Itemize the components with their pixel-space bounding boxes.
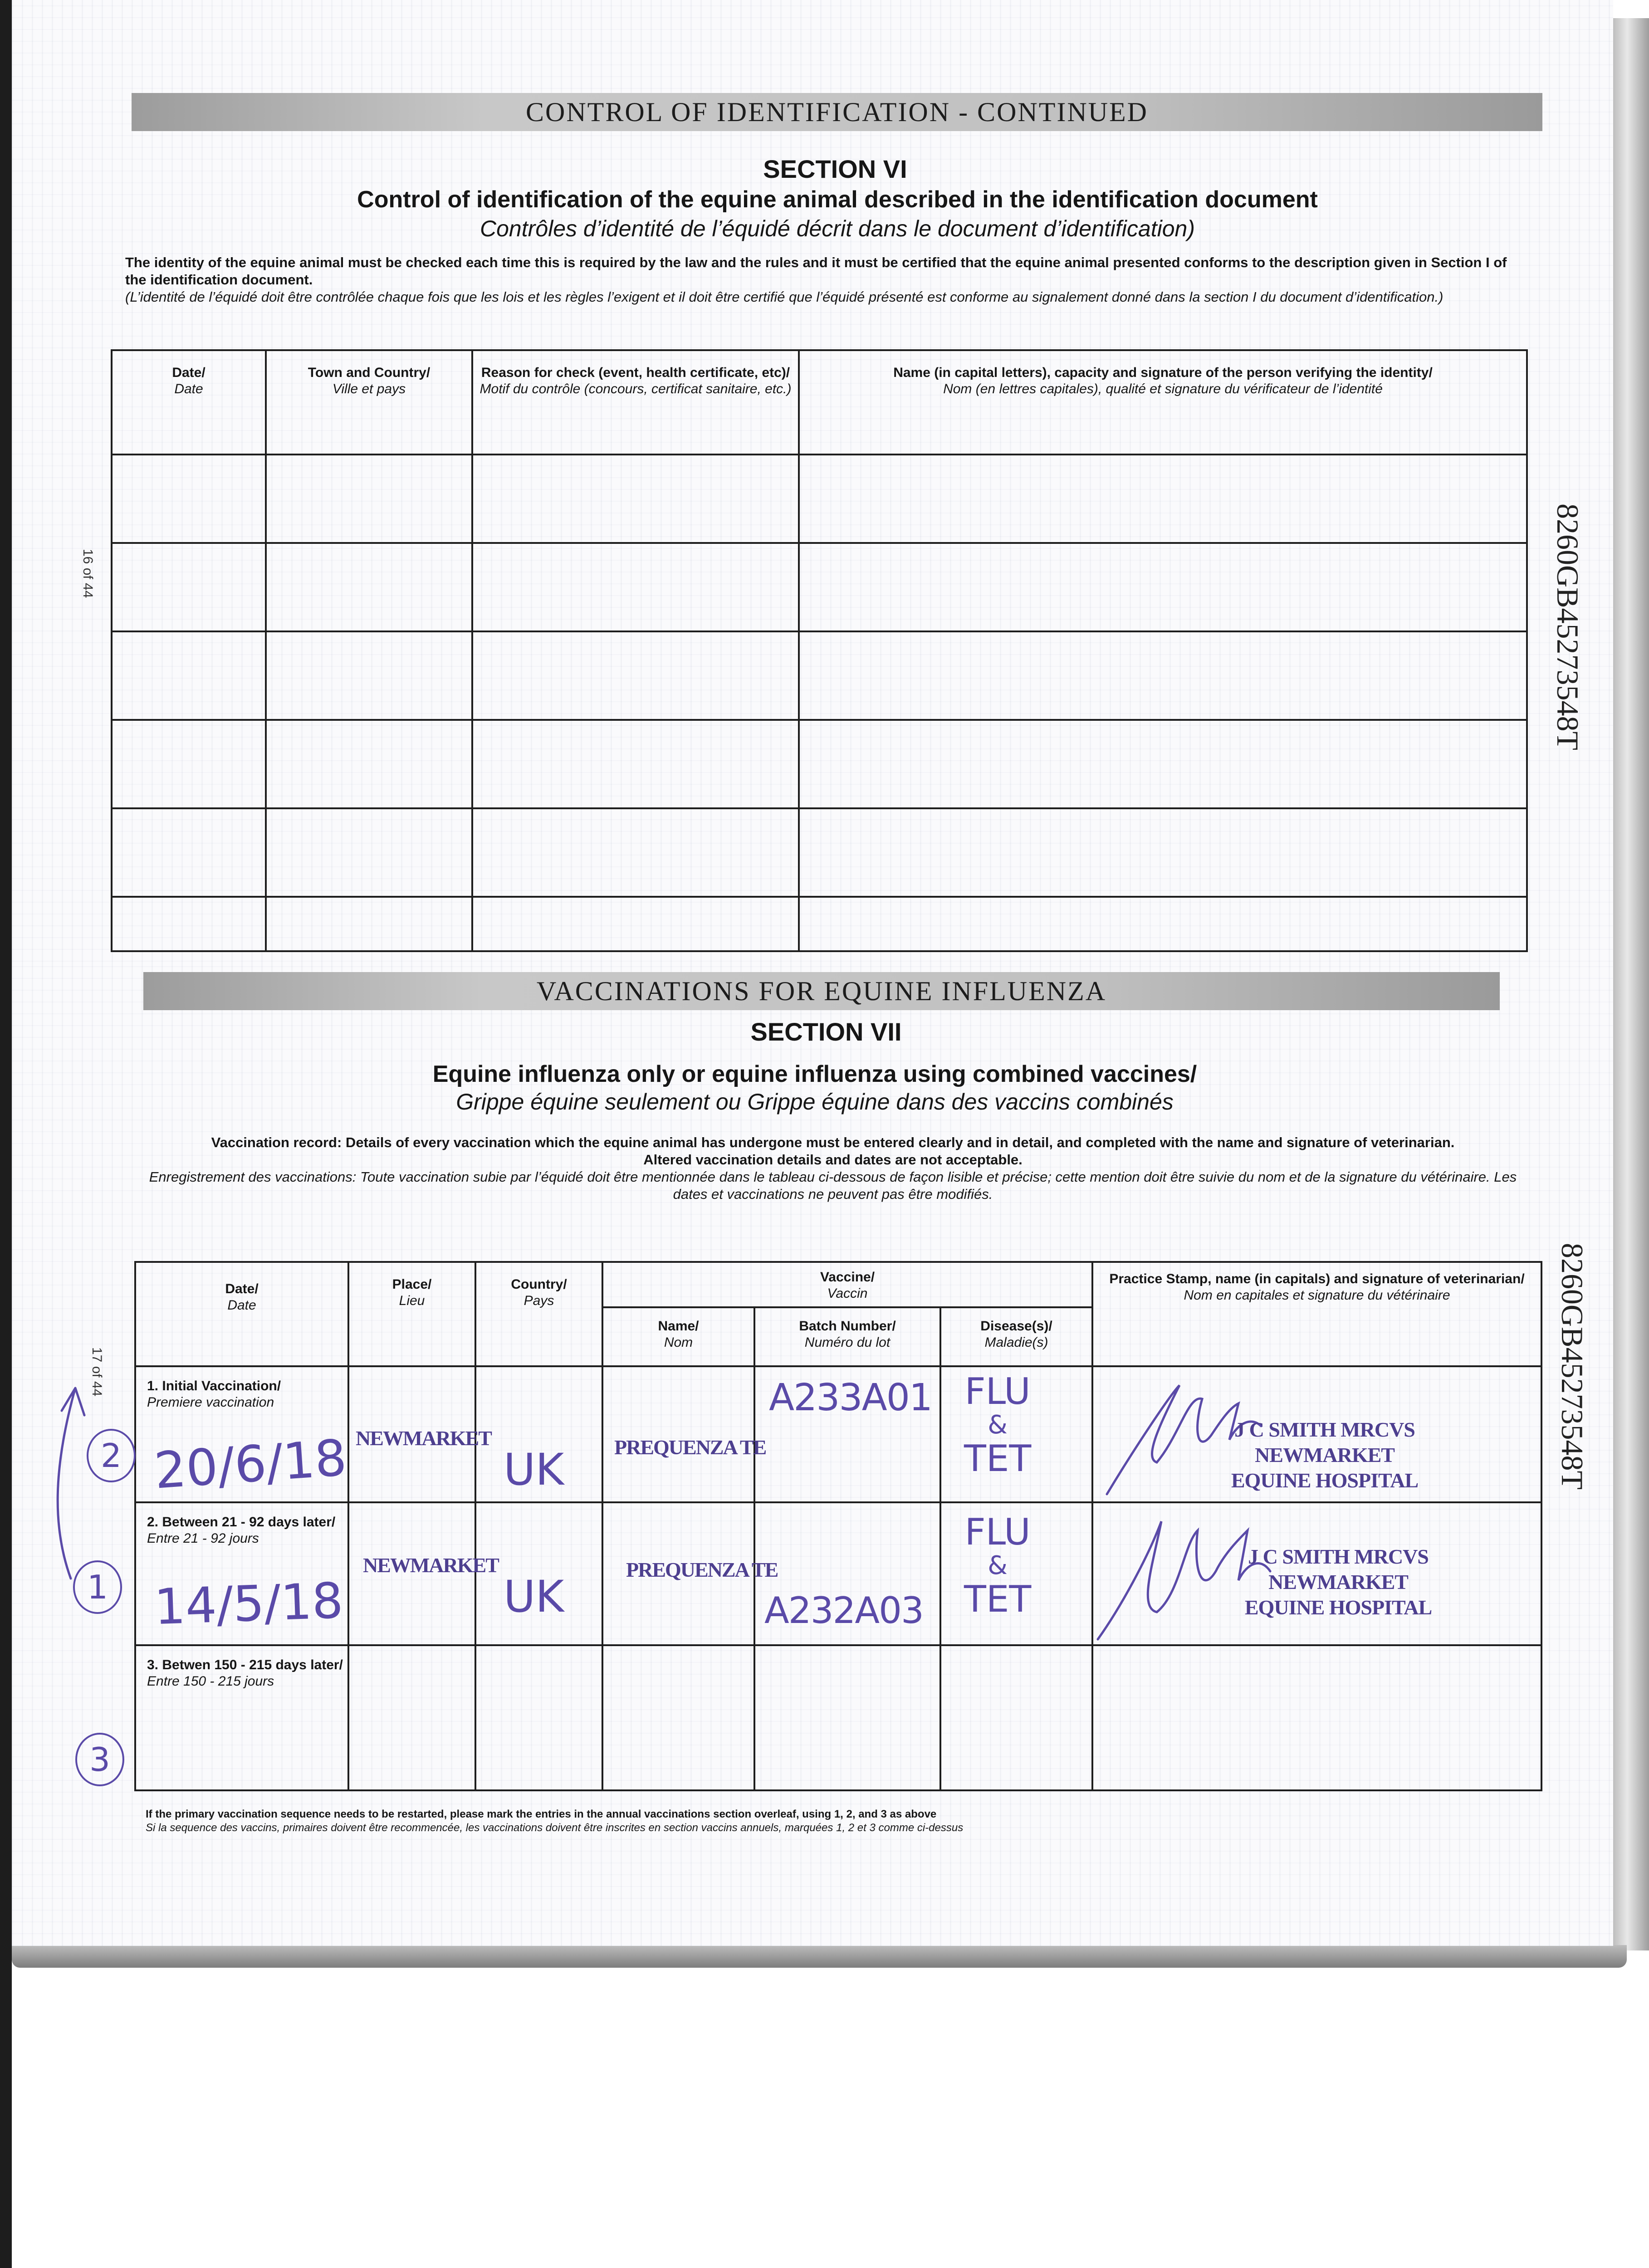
identification-check-table [111, 349, 1528, 952]
practice-stamp-cell [1092, 1645, 1541, 1790]
row-label-cell [135, 1366, 348, 1502]
vaccination-record-note [148, 1134, 1518, 1203]
restart-footnote [146, 1808, 1461, 1835]
table-row [112, 631, 1527, 720]
page-number: 16 of 44 [80, 549, 95, 598]
header-town-country: Town and Country/ Ville et pays [266, 350, 472, 455]
batch-cell [754, 1502, 940, 1645]
header-date: Date/ Date [135, 1262, 348, 1366]
row-label-en: 1. Initial Vaccination/ [147, 1378, 281, 1393]
stamped-place: NEWMARKET [363, 1554, 499, 1577]
stamped-vaccine-name: PREQUENZA TE [614, 1436, 766, 1459]
practice-stamp-cell [1092, 1366, 1541, 1502]
section-subtitle-fr: Contrôles d’identité de l’équidé décrit dans le document d’identification) [480, 216, 1195, 241]
header-vaccine-name: Name/ Nom [602, 1307, 754, 1366]
section-banner: CONTROL OF IDENTIFICATION - CONTINUED [132, 93, 1542, 131]
row-label-en: 3. Betwen 150 - 215 days later/ [147, 1657, 343, 1672]
handwritten-batch-number: A232A03 [764, 1589, 923, 1632]
book-right-edge [1613, 18, 1649, 1950]
serial-number: 8260GB45273548T [1555, 1243, 1590, 1490]
record-note-en-2: Altered vaccination details and dates are not acceptable. [643, 1152, 1023, 1168]
practice-stamp: J C SMITH MRCVS NEWMARKET EQUINE HOSPITAL [1244, 1545, 1432, 1619]
instructions-en: The identity of the equine animal must be checked each time this is required by the law and the rules and it must be certified that the equine animal presented conforms to the description given in Section I of the identification document. [125, 254, 1507, 288]
stamped-vaccine-name: PREQUENZA TE [626, 1558, 778, 1581]
batch-cell [754, 1645, 940, 1790]
section-title: SECTION VII [750, 1017, 902, 1046]
row-label-fr: Entre 21 - 92 jours [147, 1531, 259, 1546]
handwritten-country: UK [504, 1444, 564, 1495]
disease-cell [940, 1645, 1092, 1790]
header-row-1 [135, 1262, 1541, 1307]
page-control-of-identification [12, 0, 1613, 964]
row-label-cell [135, 1645, 348, 1790]
stamped-place: NEWMARKET [356, 1427, 491, 1450]
header-verifier: Name (in capital letters), capacity and signature of the person verifying the identity/ Nom (en lettres capitales), qualité et signature du vérificateur de l’identité [799, 350, 1527, 455]
handwritten-diseases: FLU & TET [964, 1370, 1032, 1480]
vaccination-row-third [135, 1645, 1541, 1790]
vaccination-row-second [135, 1502, 1541, 1645]
vaccine-name-cell [602, 1502, 778, 1645]
handwritten-diseases: FLU & TET [964, 1511, 1032, 1620]
batch-cell [754, 1366, 940, 1502]
handwritten-batch-number: A233A01 [769, 1376, 932, 1419]
record-note-en-1: Vaccination record: Details of every vaccination which the equine animal has undergone must be entered clearly and in detail, and completed with the name and signature of veterinarian. [211, 1134, 1455, 1150]
table-row [112, 897, 1527, 951]
table-header-row [112, 350, 1527, 455]
header-batch-number: Batch Number/ Numéro du lot [754, 1307, 940, 1366]
disease-cell [940, 1366, 1092, 1502]
footnote-fr: Si la sequence des vaccins, primaires doivent être recommencée, les vaccinations doivent être inscrites en section vaccins annuels, marquées 1, 2 et 3 comme ci-dessus [146, 1822, 964, 1834]
handwritten-date: 14/5/18 [153, 1572, 344, 1636]
footnote-en: If the primary vaccination sequence needs to be restarted, please mark the entries in the annual vaccinations section overleaf, using 1, 2, and 3 as above [146, 1808, 937, 1820]
page-equine-influenza-vaccinations [12, 962, 1613, 1946]
country-cell [475, 1645, 602, 1790]
place-cell [348, 1502, 499, 1645]
disease-cell [940, 1502, 1092, 1645]
table-row [112, 808, 1527, 897]
instructions [125, 254, 1513, 306]
circled-sequence-number: 3 [75, 1733, 124, 1786]
vaccination-table [134, 1261, 1542, 1791]
vaccine-name-cell [602, 1366, 766, 1502]
section-banner: VACCINATIONS FOR EQUINE INFLUENZA [143, 972, 1500, 1010]
handwritten-date: 20/6/18 [152, 1428, 349, 1500]
row-label-en: 2. Between 21 - 92 days later/ [147, 1515, 336, 1530]
table-row [112, 455, 1527, 543]
header-diseases: Disease(s)/ Maladie(s) [940, 1307, 1092, 1366]
serial-number: 8260GB45273548T [1551, 503, 1585, 750]
row-label-cell [135, 1502, 348, 1645]
instructions-fr: (L’identité de l’équidé doit être contrôlée chaque fois que les lois et les règles l’exigent et il doit être certifié que l’équidé présenté est conforme au signalement donné dans la section I du document d’identification.) [125, 289, 1443, 305]
place-cell [348, 1645, 475, 1790]
section-subtitle-en: Control of identification of the equine animal described in the identification document [357, 186, 1318, 213]
vaccine-name-cell [602, 1645, 754, 1790]
page-number: 17 of 44 [89, 1347, 104, 1397]
record-note-fr: Enregistrement des vaccinations: Toute vaccination subie par l’équidé doit être mentionnée dans le tableau ci-dessous de façon lisible et précise; cette mention doit être suivie du nom et de la signature du vétérinaire. Les dates et vaccinations ne peuvent pas être modifiés. [149, 1169, 1517, 1202]
row-label-fr: Premiere vaccination [147, 1395, 274, 1410]
practice-stamp: J C SMITH MRCVS NEWMARKET EQUINE HOSPITAL [1231, 1418, 1419, 1492]
header-vaccine: Vaccine/ Vaccin [602, 1262, 1092, 1307]
book-left-edge [0, 0, 12, 2268]
table-row [112, 720, 1527, 808]
row-label-fr: Entre 150 - 215 jours [147, 1674, 274, 1689]
header-date: Date/ Date [112, 350, 266, 455]
vaccination-row-initial [135, 1366, 1541, 1502]
header-practice-stamp: Practice Stamp, name (in capitals) and signature of veterinarian/ Nom en capitales et signature du vétérinaire [1092, 1262, 1541, 1366]
header-country: Country/ Pays [475, 1262, 602, 1366]
section-subtitle-en: Equine influenza only or equine influenza using combined vaccines/ [432, 1061, 1197, 1087]
handwritten-arrow [39, 1379, 93, 1588]
book-bottom-cover [12, 1945, 1627, 1968]
place-cell [348, 1366, 491, 1502]
circled-sequence-number: 1 [73, 1560, 122, 1614]
table-row [112, 543, 1527, 631]
country-cell [475, 1502, 602, 1645]
section-subtitle-fr: Grippe équine seulement ou Grippe équine dans des vaccins combinés [456, 1089, 1174, 1114]
circled-sequence-number: 2 [87, 1429, 136, 1482]
handwritten-country: UK [504, 1571, 564, 1622]
section-title: SECTION VI [763, 155, 907, 183]
country-cell [475, 1366, 602, 1502]
practice-stamp-cell [1092, 1502, 1541, 1645]
header-place: Place/ Lieu [348, 1262, 475, 1366]
header-reason: Reason for check (event, health certificate, etc)/ Motif du contrôle (concours, certificat sanitaire, etc.) [472, 350, 799, 455]
